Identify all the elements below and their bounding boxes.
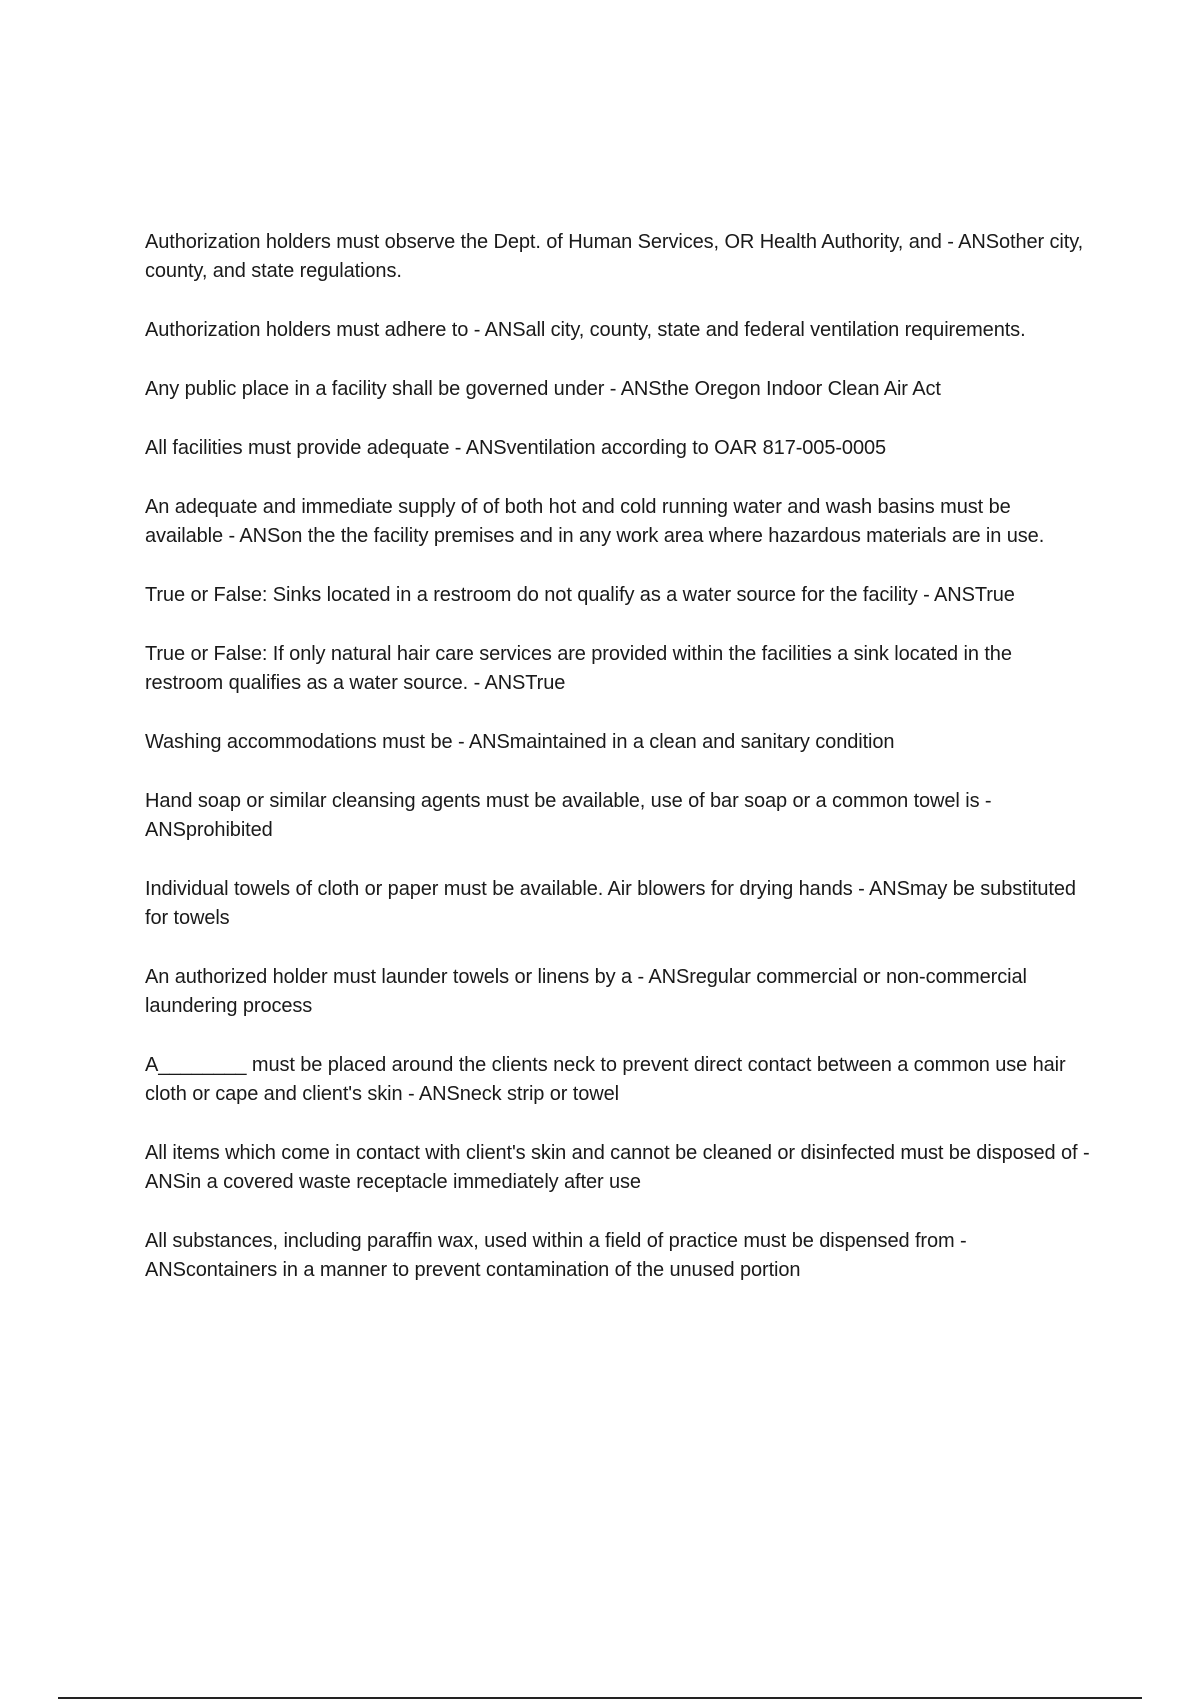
qa-item-11: An authorized holder must launder towels or linens by a - ANSregular commercial or non-commercial laundering process — [145, 966, 1027, 1017]
qa-item-13: All items which come in contact with client's skin and cannot be cleaned or disinfected must be disposed of - ANSin a covered waste receptacle immediately after use — [145, 1142, 1090, 1193]
qa-item-2: Authorization holders must adhere to - ANSall city, county, state and federal ventilation requirements. — [145, 319, 1026, 341]
footer-divider — [58, 1697, 1142, 1699]
qa-item-4: All facilities must provide adequate - ANSventilation according to OAR 817-005-0005 — [145, 437, 887, 459]
document-body — [145, 228, 1090, 1315]
qa-item-8: Washing accommodations must be - ANSmaintained in a clean and sanitary condition — [145, 731, 895, 753]
qa-item-1: Authorization holders must observe the Dept. of Human Services, OR Health Authority, and - ANSother city, county, and state regulations. — [145, 231, 1084, 282]
qa-item-3: Any public place in a facility shall be governed under - ANSthe Oregon Indoor Clean Air Act — [145, 378, 941, 400]
qa-item-6: True or False: Sinks located in a restroom do not qualify as a water source for the facility - ANSTrue — [145, 584, 1015, 606]
qa-item-9: Hand soap or similar cleansing agents must be available, use of bar soap or a common towel is - ANSprohibited — [145, 790, 992, 841]
qa-item-12: A________ must be placed around the clients neck to prevent direct contact between a common use hair cloth or cape and client's skin - ANSneck strip or towel — [145, 1054, 1066, 1105]
qa-item-14: All substances, including paraffin wax, used within a field of practice must be dispensed from - ANScontainers in a manner to prevent contamination of the unused portion — [145, 1230, 967, 1281]
qa-item-10: Individual towels of cloth or paper must be available. Air blowers for drying hands - ANSmay be substituted for towels — [145, 878, 1076, 929]
qa-item-7: True or False: If only natural hair care services are provided within the facilities a sink located in the restroom qualifies as a water source. - ANSTrue — [145, 643, 1012, 694]
qa-item-5: An adequate and immediate supply of of both hot and cold running water and wash basins must be available - ANSon the the facility premises and in any work area where hazardous materials are in use. — [145, 496, 1045, 547]
